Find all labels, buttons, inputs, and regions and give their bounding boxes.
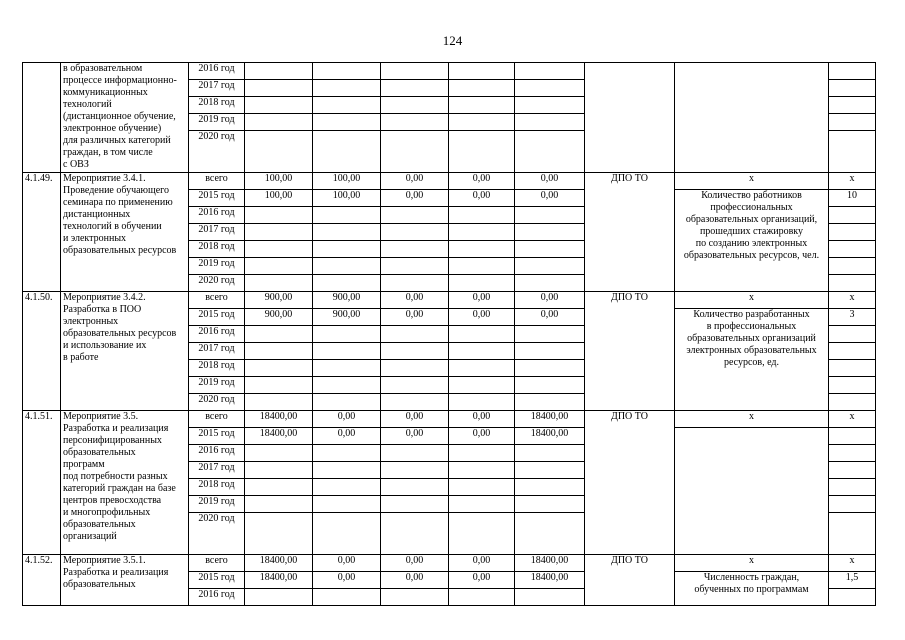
year-cell: 2016 год bbox=[189, 207, 245, 224]
amount-cell-v2 bbox=[313, 479, 381, 496]
amount-cell-v1 bbox=[245, 462, 313, 479]
amount-cell-v1 bbox=[245, 275, 313, 292]
amount-cell-v1 bbox=[245, 80, 313, 97]
amount-cell-v4 bbox=[449, 131, 515, 173]
indicator-cell bbox=[675, 309, 829, 411]
indicator-value-cell bbox=[829, 428, 876, 445]
amount-cell-v3 bbox=[381, 589, 449, 606]
amount-cell-v3 bbox=[381, 63, 449, 80]
amount-cell-v5 bbox=[515, 114, 585, 131]
amount-cell-v1 bbox=[245, 63, 313, 80]
amount-cell-v1 bbox=[245, 479, 313, 496]
amount-cell-v1 bbox=[245, 343, 313, 360]
year-cell: 2019 год bbox=[189, 114, 245, 131]
amount-cell-v3: 0,00 bbox=[381, 428, 449, 445]
indicator-value-cell bbox=[829, 241, 876, 258]
table-row bbox=[23, 173, 876, 190]
amount-cell-v4 bbox=[449, 326, 515, 343]
indicator-cell bbox=[675, 63, 829, 173]
indicator-value-cell bbox=[829, 589, 876, 606]
amount-cell-v4 bbox=[449, 589, 515, 606]
amount-cell-v3 bbox=[381, 80, 449, 97]
amount-cell-v5 bbox=[515, 589, 585, 606]
amount-cell-v2 bbox=[313, 275, 381, 292]
amount-cell-v2 bbox=[313, 63, 381, 80]
amount-cell-v5 bbox=[515, 343, 585, 360]
amount-cell-v1 bbox=[245, 241, 313, 258]
amount-cell-v3 bbox=[381, 513, 449, 555]
indicator-value-cell bbox=[829, 80, 876, 97]
amount-cell-v3 bbox=[381, 445, 449, 462]
amount-cell-v1: 18400,00 bbox=[245, 555, 313, 572]
indicator-head-cell: x bbox=[675, 173, 829, 190]
amount-cell-v4 bbox=[449, 207, 515, 224]
indicator-value-cell: x bbox=[829, 555, 876, 572]
amount-cell-v4: 0,00 bbox=[449, 190, 515, 207]
amount-cell-v2 bbox=[313, 131, 381, 173]
amount-cell-v1 bbox=[245, 394, 313, 411]
amount-cell-v4 bbox=[449, 479, 515, 496]
year-cell: 2018 год bbox=[189, 241, 245, 258]
amount-cell-v4 bbox=[449, 360, 515, 377]
activity-name: Мероприятие 3.5.1. Разработка и реализация образовательных bbox=[63, 555, 169, 590]
activity-name-cell bbox=[61, 63, 189, 173]
year-cell: 2018 год bbox=[189, 97, 245, 114]
amount-cell-v2 bbox=[313, 326, 381, 343]
amount-cell-v2 bbox=[313, 589, 381, 606]
row-code: 4.1.51. bbox=[23, 411, 61, 555]
amount-cell-v3 bbox=[381, 114, 449, 131]
amount-cell-v5 bbox=[515, 394, 585, 411]
table-row bbox=[23, 555, 876, 572]
amount-cell-v5 bbox=[515, 224, 585, 241]
indicator-value-cell bbox=[829, 326, 876, 343]
amount-cell-v5: 0,00 bbox=[515, 190, 585, 207]
indicator-value-cell bbox=[829, 496, 876, 513]
year-cell: 2018 год bbox=[189, 479, 245, 496]
indicator-value-cell bbox=[829, 114, 876, 131]
indicator-value-cell bbox=[829, 513, 876, 555]
amount-cell-v4 bbox=[449, 63, 515, 80]
amount-cell-v5: 18400,00 bbox=[515, 572, 585, 589]
amount-cell-v5 bbox=[515, 207, 585, 224]
amount-cell-v1: 18400,00 bbox=[245, 428, 313, 445]
activity-name: Мероприятие 3.4.1. Проведение обучающего семинара по применению дистанционных технологий в обучении и электронных образовательных ресурсов bbox=[63, 173, 177, 256]
indicator-value-cell bbox=[829, 275, 876, 292]
indicator-text: Количество разработанных в профессиональных образовательных организаций электронных образовательных ресурсов, ед. bbox=[686, 309, 817, 368]
amount-cell-v1 bbox=[245, 360, 313, 377]
amount-cell-v3 bbox=[381, 462, 449, 479]
amount-cell-v2: 0,00 bbox=[313, 411, 381, 428]
indicator-head-cell: x bbox=[675, 555, 829, 572]
amount-cell-v1: 18400,00 bbox=[245, 411, 313, 428]
amount-cell-v2 bbox=[313, 377, 381, 394]
amount-cell-v5 bbox=[515, 131, 585, 173]
amount-cell-v3: 0,00 bbox=[381, 190, 449, 207]
amount-cell-v3 bbox=[381, 377, 449, 394]
page-number: 124 bbox=[442, 33, 463, 48]
amount-cell-v5 bbox=[515, 479, 585, 496]
indicator-value-cell: x bbox=[829, 411, 876, 428]
amount-cell-v3 bbox=[381, 343, 449, 360]
amount-cell-v3 bbox=[381, 394, 449, 411]
amount-cell-v1 bbox=[245, 445, 313, 462]
year-cell: всего bbox=[189, 411, 245, 428]
amount-cell-v2: 100,00 bbox=[313, 190, 381, 207]
amount-cell-v1 bbox=[245, 224, 313, 241]
amount-cell-v4 bbox=[449, 224, 515, 241]
amount-cell-v1 bbox=[245, 258, 313, 275]
year-cell: 2016 год bbox=[189, 63, 245, 80]
amount-cell-v2: 0,00 bbox=[313, 428, 381, 445]
amount-cell-v1: 900,00 bbox=[245, 292, 313, 309]
executor-cell: ДПО ТО bbox=[585, 292, 675, 411]
executor-cell: ДПО ТО bbox=[585, 411, 675, 555]
program-table bbox=[22, 62, 876, 606]
indicator-value-cell bbox=[829, 479, 876, 496]
activity-name-cell bbox=[61, 411, 189, 555]
row-code: 4.1.50. bbox=[23, 292, 61, 411]
indicator-value-cell bbox=[829, 258, 876, 275]
amount-cell-v4 bbox=[449, 114, 515, 131]
indicator-value-cell bbox=[829, 343, 876, 360]
amount-cell-v4 bbox=[449, 258, 515, 275]
amount-cell-v1 bbox=[245, 496, 313, 513]
amount-cell-v4 bbox=[449, 513, 515, 555]
amount-cell-v5 bbox=[515, 241, 585, 258]
indicator-cell bbox=[675, 572, 829, 606]
amount-cell-v5: 0,00 bbox=[515, 173, 585, 190]
amount-cell-v2 bbox=[313, 445, 381, 462]
indicator-value-cell bbox=[829, 224, 876, 241]
year-cell: 2017 год bbox=[189, 462, 245, 479]
row-code bbox=[23, 63, 61, 173]
amount-cell-v4: 0,00 bbox=[449, 572, 515, 589]
amount-cell-v4 bbox=[449, 241, 515, 258]
executor-cell bbox=[585, 63, 675, 173]
year-cell: 2015 год bbox=[189, 309, 245, 326]
amount-cell-v1 bbox=[245, 377, 313, 394]
indicator-value-cell: 10 bbox=[829, 190, 876, 207]
year-cell: 2019 год bbox=[189, 496, 245, 513]
amount-cell-v3: 0,00 bbox=[381, 411, 449, 428]
amount-cell-v5 bbox=[515, 462, 585, 479]
amount-cell-v3 bbox=[381, 326, 449, 343]
amount-cell-v5: 0,00 bbox=[515, 292, 585, 309]
year-cell: 2020 год bbox=[189, 275, 245, 292]
row-code: 4.1.49. bbox=[23, 173, 61, 292]
amount-cell-v4 bbox=[449, 97, 515, 114]
amount-cell-v5 bbox=[515, 63, 585, 80]
amount-cell-v3: 0,00 bbox=[381, 173, 449, 190]
amount-cell-v3 bbox=[381, 97, 449, 114]
amount-cell-v2: 0,00 bbox=[313, 572, 381, 589]
activity-name: Мероприятие 3.4.2. Разработка в ПОО электронных образовательных ресурсов и использование их в работе bbox=[63, 292, 177, 363]
amount-cell-v4 bbox=[449, 343, 515, 360]
amount-cell-v2 bbox=[313, 258, 381, 275]
year-cell: всего bbox=[189, 173, 245, 190]
indicator-value-cell bbox=[829, 445, 876, 462]
indicator-value-cell: x bbox=[829, 292, 876, 309]
year-cell: 2015 год bbox=[189, 190, 245, 207]
activity-name-cell bbox=[61, 555, 189, 606]
year-cell: 2018 год bbox=[189, 360, 245, 377]
amount-cell-v4 bbox=[449, 80, 515, 97]
year-cell: 2017 год bbox=[189, 224, 245, 241]
amount-cell-v2: 900,00 bbox=[313, 292, 381, 309]
indicator-value-cell bbox=[829, 63, 876, 80]
row-code: 4.1.52. bbox=[23, 555, 61, 606]
amount-cell-v3: 0,00 bbox=[381, 572, 449, 589]
indicator-cell bbox=[675, 190, 829, 292]
amount-cell-v5 bbox=[515, 80, 585, 97]
amount-cell-v3 bbox=[381, 360, 449, 377]
amount-cell-v1 bbox=[245, 114, 313, 131]
amount-cell-v5: 18400,00 bbox=[515, 428, 585, 445]
year-cell: 2019 год bbox=[189, 258, 245, 275]
indicator-value-cell bbox=[829, 377, 876, 394]
year-cell: 2020 год bbox=[189, 513, 245, 555]
amount-cell-v2: 100,00 bbox=[313, 173, 381, 190]
amount-cell-v3 bbox=[381, 241, 449, 258]
amount-cell-v3 bbox=[381, 496, 449, 513]
amount-cell-v2 bbox=[313, 241, 381, 258]
amount-cell-v4 bbox=[449, 496, 515, 513]
amount-cell-v3 bbox=[381, 224, 449, 241]
amount-cell-v5: 18400,00 bbox=[515, 555, 585, 572]
amount-cell-v1: 100,00 bbox=[245, 173, 313, 190]
activity-name: в образовательном процессе информационно- коммуникационных технологий (дистанционное обучение, электронное обучение) для различных категорий граждан, в том числе с ОВЗ bbox=[63, 63, 177, 170]
amount-cell-v3: 0,00 bbox=[381, 292, 449, 309]
amount-cell-v2 bbox=[313, 462, 381, 479]
year-cell: 2019 год bbox=[189, 377, 245, 394]
year-cell: 2020 год bbox=[189, 394, 245, 411]
amount-cell-v5 bbox=[515, 360, 585, 377]
amount-cell-v5: 18400,00 bbox=[515, 411, 585, 428]
amount-cell-v3: 0,00 bbox=[381, 309, 449, 326]
indicator-head-cell: x bbox=[675, 411, 829, 428]
year-cell: 2015 год bbox=[189, 572, 245, 589]
indicator-cell bbox=[675, 428, 829, 555]
amount-cell-v5 bbox=[515, 445, 585, 462]
amount-cell-v4 bbox=[449, 377, 515, 394]
amount-cell-v1 bbox=[245, 513, 313, 555]
amount-cell-v4: 0,00 bbox=[449, 173, 515, 190]
amount-cell-v2 bbox=[313, 360, 381, 377]
indicator-value-cell: x bbox=[829, 173, 876, 190]
amount-cell-v5 bbox=[515, 326, 585, 343]
amount-cell-v4: 0,00 bbox=[449, 428, 515, 445]
year-cell: 2017 год bbox=[189, 80, 245, 97]
amount-cell-v3 bbox=[381, 479, 449, 496]
amount-cell-v3 bbox=[381, 207, 449, 224]
amount-cell-v5 bbox=[515, 513, 585, 555]
amount-cell-v2 bbox=[313, 496, 381, 513]
amount-cell-v2 bbox=[313, 394, 381, 411]
indicator-head-cell: x bbox=[675, 292, 829, 309]
amount-cell-v5 bbox=[515, 496, 585, 513]
indicator-value-cell: 1,5 bbox=[829, 572, 876, 589]
indicator-value-cell bbox=[829, 394, 876, 411]
activity-name-cell bbox=[61, 173, 189, 292]
indicator-value-cell bbox=[829, 207, 876, 224]
amount-cell-v4 bbox=[449, 275, 515, 292]
amount-cell-v1 bbox=[245, 589, 313, 606]
year-cell: 2016 год bbox=[189, 445, 245, 462]
table-row bbox=[23, 63, 876, 80]
amount-cell-v1: 100,00 bbox=[245, 190, 313, 207]
amount-cell-v4: 0,00 bbox=[449, 292, 515, 309]
amount-cell-v5 bbox=[515, 275, 585, 292]
indicator-text: Количество работников профессиональных образовательных организаций, прошедших стажировку по созданию электронных образовательных ресурсов, чел. bbox=[683, 190, 820, 261]
year-cell: всего bbox=[189, 555, 245, 572]
year-cell: 2016 год bbox=[189, 326, 245, 343]
amount-cell-v2 bbox=[313, 207, 381, 224]
indicator-text: Численность граждан, обученных по программам bbox=[694, 572, 809, 595]
amount-cell-v1: 900,00 bbox=[245, 309, 313, 326]
amount-cell-v3 bbox=[381, 275, 449, 292]
indicator-value-cell bbox=[829, 462, 876, 479]
amount-cell-v5 bbox=[515, 258, 585, 275]
activity-name-cell bbox=[61, 292, 189, 411]
amount-cell-v4 bbox=[449, 394, 515, 411]
amount-cell-v2 bbox=[313, 343, 381, 360]
year-cell: 2015 год bbox=[189, 428, 245, 445]
indicator-value-cell bbox=[829, 97, 876, 114]
amount-cell-v2: 900,00 bbox=[313, 309, 381, 326]
year-cell: 2017 год bbox=[189, 343, 245, 360]
amount-cell-v2: 0,00 bbox=[313, 555, 381, 572]
amount-cell-v1 bbox=[245, 131, 313, 173]
executor-cell: ДПО ТО bbox=[585, 173, 675, 292]
amount-cell-v2 bbox=[313, 97, 381, 114]
amount-cell-v3: 0,00 bbox=[381, 555, 449, 572]
amount-cell-v1: 18400,00 bbox=[245, 572, 313, 589]
year-cell: всего bbox=[189, 292, 245, 309]
table-row bbox=[23, 411, 876, 428]
indicator-value-cell bbox=[829, 131, 876, 173]
amount-cell-v5: 0,00 bbox=[515, 309, 585, 326]
amount-cell-v2 bbox=[313, 80, 381, 97]
amount-cell-v4 bbox=[449, 462, 515, 479]
activity-name: Мероприятие 3.5. Разработка и реализация персонифицированных образовательных программ под потребности разных категорий граждан на базе центров превосходства и многопрофильных образовательных организаций bbox=[63, 411, 176, 542]
amount-cell-v2 bbox=[313, 114, 381, 131]
year-cell: 2016 год bbox=[189, 589, 245, 606]
amount-cell-v5 bbox=[515, 377, 585, 394]
amount-cell-v1 bbox=[245, 326, 313, 343]
amount-cell-v3 bbox=[381, 131, 449, 173]
amount-cell-v1 bbox=[245, 97, 313, 114]
year-cell: 2020 год bbox=[189, 131, 245, 173]
amount-cell-v4: 0,00 bbox=[449, 411, 515, 428]
amount-cell-v4: 0,00 bbox=[449, 309, 515, 326]
amount-cell-v5 bbox=[515, 97, 585, 114]
table-row bbox=[23, 292, 876, 309]
executor-cell: ДПО ТО bbox=[585, 555, 675, 606]
amount-cell-v4 bbox=[449, 445, 515, 462]
amount-cell-v1 bbox=[245, 207, 313, 224]
amount-cell-v4: 0,00 bbox=[449, 555, 515, 572]
amount-cell-v3 bbox=[381, 258, 449, 275]
indicator-value-cell: 3 bbox=[829, 309, 876, 326]
amount-cell-v2 bbox=[313, 224, 381, 241]
indicator-value-cell bbox=[829, 360, 876, 377]
amount-cell-v2 bbox=[313, 513, 381, 555]
